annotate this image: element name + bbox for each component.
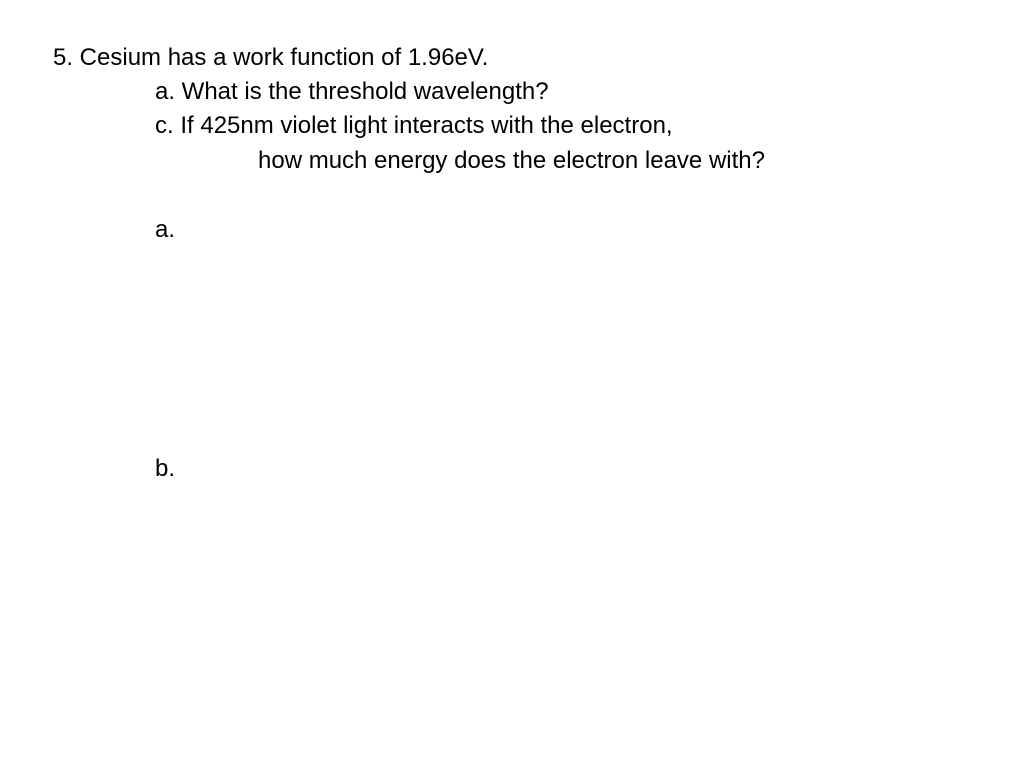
- answer-b-label: b.: [155, 455, 176, 482]
- question-part-a: a. What is the threshold wavelength?: [155, 78, 549, 105]
- question-part-c-continuation: how much energy does the electron leave with?: [258, 147, 765, 174]
- answer-a-label: a.: [155, 216, 176, 243]
- question-part-c: c. If 425nm violet light interacts with the electron,: [155, 112, 673, 139]
- question-title: 5. Cesium has a work function of 1.96eV.: [53, 44, 489, 71]
